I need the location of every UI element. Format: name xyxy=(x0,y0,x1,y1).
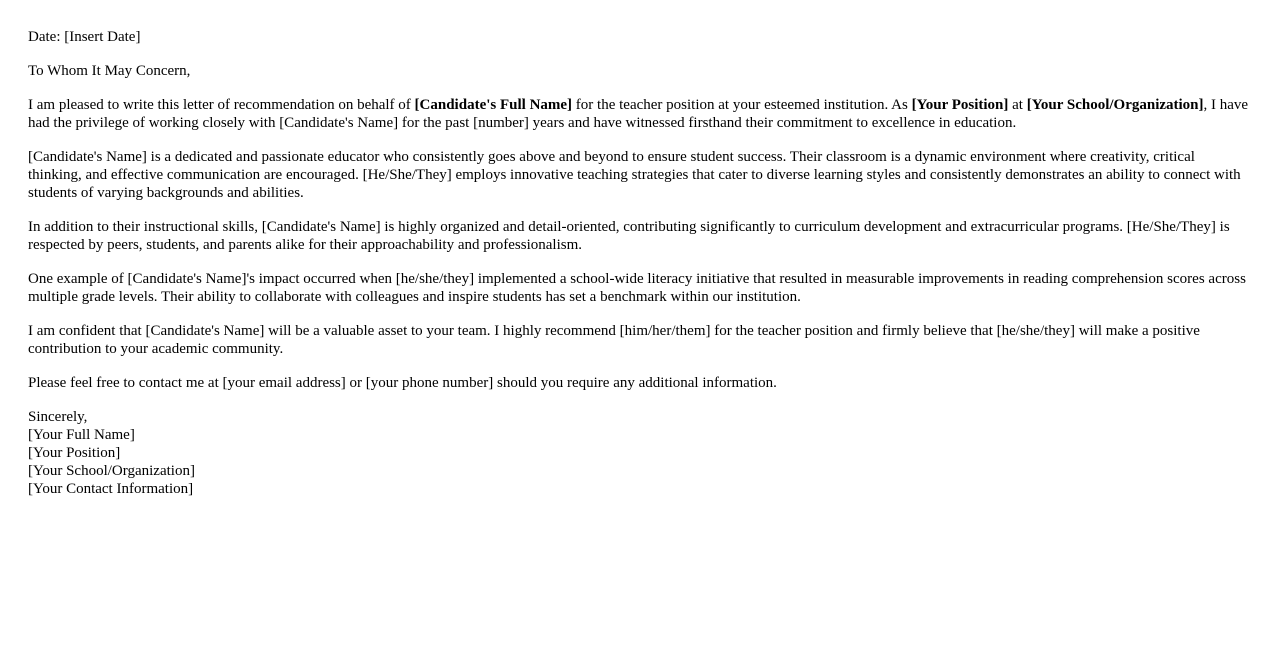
intro-text-4: , I have had the privilege of working closely with [Candidate's Name] for the past [number] years and have witnessed firsthand their commitment to excellence in education. xyxy=(28,97,1249,131)
paragraph-contact: Please feel free to contact me at [your email address] or [your phone number] should you require any additional information. xyxy=(28,375,777,391)
paragraph-introduction xyxy=(28,96,1250,132)
signature-block xyxy=(28,408,1250,498)
salutation: To Whom It May Concern, xyxy=(28,63,191,79)
sign-off: Sincerely, xyxy=(28,409,88,425)
intro-text-1: I am pleased to write this letter of recommendation on behalf of xyxy=(28,97,415,113)
signer-position: [Your Position] xyxy=(28,445,121,461)
recommendation-letter xyxy=(28,28,1250,514)
paragraph-qualities: [Candidate's Name] is a dedicated and passionate educator who consistently goes above and beyond to ensure student success. Their classroom is a dynamic environment where creativity, critical thinking, and effective communication are encouraged. [He/She/They] employs innovative teaching strategies that cater to diverse learning styles and consistently demonstrates an ability to connect with students of varying backgrounds and abilities. xyxy=(28,149,1241,201)
signer-contact: [Your Contact Information] xyxy=(28,481,194,497)
paragraph-recommendation: I am confident that [Candidate's Name] will be a valuable asset to your team. I highly recommend [him/her/them] for the teacher position and firmly believe that [he/she/they] will make a positive contribution to your academic community. xyxy=(28,323,1200,357)
paragraph-skills: In addition to their instructional skills, [Candidate's Name] is highly organized and detail-oriented, contributing significantly to curriculum development and extracurricular programs. [He/She/They] is respected by peers, students, and parents alike for their approachability and professionalism. xyxy=(28,219,1230,253)
intro-text-2: for the teacher position at your esteemed institution. As xyxy=(572,97,912,113)
your-position: [Your Position] xyxy=(911,97,1009,113)
candidate-full-name: [Candidate's Full Name] xyxy=(414,97,573,113)
paragraph-example: One example of [Candidate's Name]'s impact occurred when [he/she/they] implemented a school-wide literacy initiative that resulted in measurable improvements in reading comprehension scores across multiple grade levels. Their ability to collaborate with colleagues and inspire students has set a benchmark within our institution. xyxy=(28,271,1246,305)
your-school-organization: [Your School/Organization] xyxy=(1026,97,1204,113)
date-line: Date: [Insert Date] xyxy=(28,29,141,45)
signer-organization: [Your School/Organization] xyxy=(28,463,195,479)
intro-text-3: at xyxy=(1008,97,1027,113)
signer-name: [Your Full Name] xyxy=(28,427,135,443)
